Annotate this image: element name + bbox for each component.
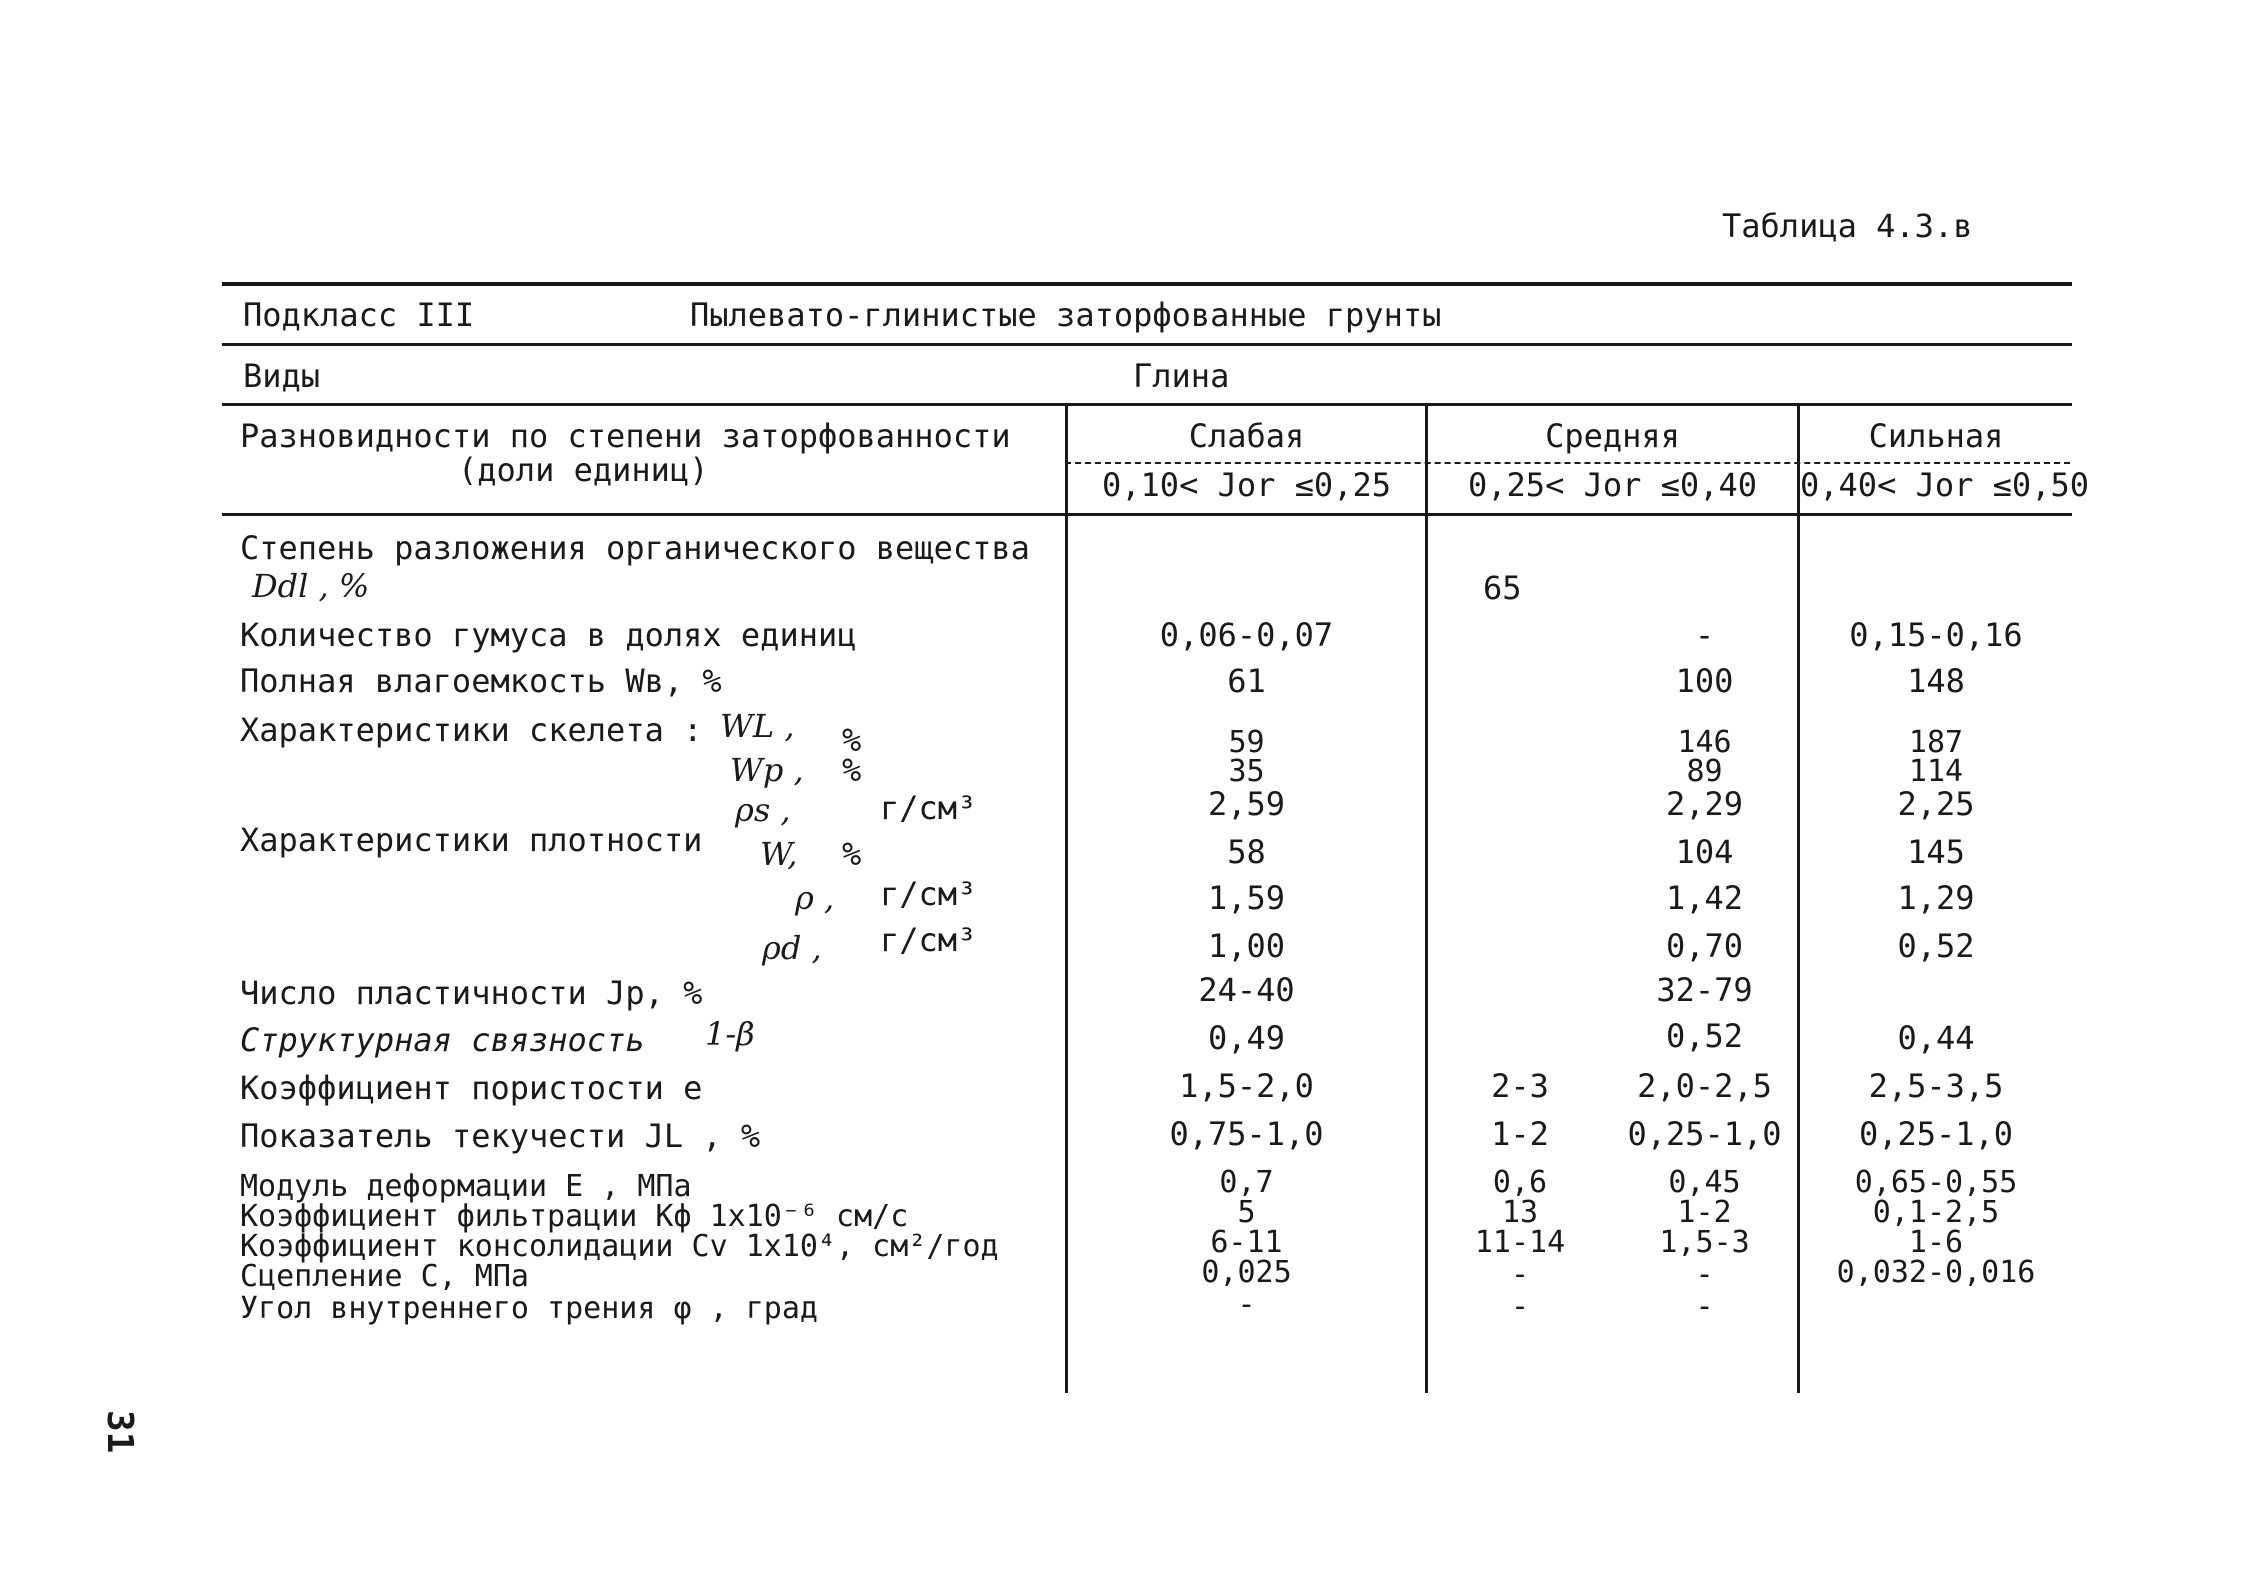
subclass-label: Подкласс III — [243, 296, 475, 334]
row-ps-medium: 2,29 — [1665, 785, 1744, 823]
col-weak-name: Слабая — [1188, 417, 1305, 455]
row-modulus-weak: 0,7 — [1219, 1165, 1274, 1200]
row-friction-label: Угол внутреннего трения φ , град — [240, 1291, 818, 1326]
row-consolidation-medium-b: 1,5-3 — [1659, 1225, 1750, 1260]
row-liquidity-label: Показатель текучести JL , % — [240, 1117, 761, 1155]
col-medium-range: 0,25< Jor ≤0,40 — [1468, 466, 1757, 504]
row-pd-weak: 1,00 — [1207, 927, 1286, 965]
row-humus-label: Количество гумуса в долях единиц — [240, 616, 857, 654]
row-cohesion-medium-a: - — [1510, 1257, 1530, 1292]
row-porosity-medium-a: 2-3 — [1491, 1067, 1549, 1105]
row-friction-medium-a: - — [1510, 1289, 1530, 1324]
row-ps-unit: г/см³ — [880, 789, 977, 827]
rule-subclass — [222, 343, 2072, 346]
row-p-medium: 1,42 — [1665, 879, 1744, 917]
rule-range-dashed — [1065, 462, 2070, 464]
row-filtration-weak: 5 — [1237, 1195, 1256, 1230]
row-p-weak: 1,59 — [1207, 879, 1286, 917]
row-wl-weak: 59 — [1228, 725, 1265, 760]
row-decomp-symbol: Ddl , % — [252, 567, 370, 605]
row-filtration-medium-a: 13 — [1501, 1195, 1539, 1230]
rule-header — [222, 513, 2072, 516]
row-wl-strong: 187 — [1908, 725, 1964, 760]
row-friction-weak: - — [1237, 1287, 1256, 1322]
row-w-unit: % — [842, 835, 862, 873]
row-moisture-strong: 148 — [1907, 662, 1965, 700]
row-liquidity-medium-a: 1-2 — [1491, 1115, 1549, 1153]
row-filtration-medium-b: 1-2 — [1677, 1195, 1732, 1230]
row-humus-strong: 0,15-0,16 — [1849, 616, 2023, 654]
row-porosity-weak: 1,5-2,0 — [1179, 1067, 1314, 1105]
row-wp-unit: % — [842, 751, 862, 789]
row-moisture-weak: 61 — [1227, 662, 1266, 700]
varieties-header-2: (доли единиц) — [458, 451, 709, 489]
row-pd-unit: г/см³ — [880, 921, 977, 959]
varieties-header: Разновидности по степени заторфованности — [240, 417, 1011, 455]
row-liquidity-medium-b: 0,25-1,0 — [1627, 1115, 1782, 1153]
row-structural-strong: 0,44 — [1897, 1019, 1975, 1057]
row-pd-strong: 0,52 — [1897, 927, 1975, 965]
row-plasticity-medium: 32-79 — [1656, 971, 1753, 1009]
row-p-symbol: ρ , — [795, 879, 835, 917]
row-cohesion-label: Сцепление C, МПа — [240, 1259, 529, 1294]
row-humus-medium: - — [1694, 616, 1715, 654]
row-wp-medium: 89 — [1686, 754, 1723, 789]
row-wl-medium: 146 — [1677, 725, 1732, 760]
col-strong-name: Сильная — [1868, 417, 2004, 455]
row-liquidity-strong: 0,25-1,0 — [1858, 1115, 2014, 1153]
row-moisture-label: Полная влагоемкость Wв, % — [240, 662, 722, 700]
row-plasticity-weak: 24-40 — [1198, 971, 1295, 1009]
col-weak-range: 0,10< Jor ≤0,25 — [1102, 466, 1391, 504]
row-consolidation-weak: 6-11 — [1210, 1225, 1283, 1260]
row-friction-medium-b: - — [1695, 1289, 1714, 1324]
row-pd-symbol: ρd , — [762, 929, 822, 967]
col-strong-range: 0,40< Jor ≤0,50 — [1800, 466, 2089, 504]
row-pd-medium: 0,70 — [1665, 927, 1744, 965]
row-cohesion-medium-b: - — [1695, 1257, 1714, 1292]
row-filtration-strong: 0,1-2,5 — [1872, 1195, 2000, 1230]
row-w-symbol: W, — [760, 835, 798, 873]
row-porosity-label: Коэффициент пористости e — [240, 1069, 703, 1107]
row-ps-weak: 2,59 — [1207, 785, 1286, 823]
rule-top — [222, 282, 2072, 286]
row-modulus-medium-b: 0,45 — [1668, 1165, 1741, 1200]
row-decomp-label: Степень разложения органического вещества — [240, 529, 1030, 567]
rule-types — [222, 403, 2072, 406]
row-moisture-medium: 100 — [1675, 662, 1734, 700]
row-consolidation-label: Коэффициент консолидации Cv 1x10⁴, см²/год — [240, 1229, 999, 1264]
row-p-strong: 1,29 — [1897, 879, 1975, 917]
row-decomp-medium: 65 — [1483, 569, 1522, 607]
row-consolidation-strong: 1-6 — [1908, 1225, 1964, 1260]
row-modulus-label: Модуль деформации E , МПа — [240, 1169, 692, 1204]
row-structural-symbol: 1-β — [705, 1015, 755, 1053]
types-label: Виды — [243, 357, 321, 395]
row-w-weak: 58 — [1227, 833, 1266, 871]
row-filtration-label: Коэффициент фильтрации Kф 1x10⁻⁶ см/с — [240, 1199, 909, 1234]
row-structural-medium: 0,52 — [1665, 1017, 1744, 1055]
row-wl-unit: % — [842, 721, 862, 759]
type-value: Глина — [1133, 357, 1230, 395]
page-number: 31 — [99, 1410, 140, 1454]
row-porosity-strong: 2,5-3,5 — [1868, 1067, 2004, 1105]
row-cohesion-strong: 0,032-0,016 — [1836, 1255, 2036, 1290]
row-cohesion-weak: 0,025 — [1201, 1255, 1292, 1290]
row-structural-weak: 0,49 — [1207, 1019, 1286, 1057]
row-wp-weak: 35 — [1228, 754, 1265, 789]
row-w-strong: 145 — [1907, 833, 1965, 871]
row-wl-symbol: WL , — [720, 707, 795, 745]
row-liquidity-weak: 0,75-1,0 — [1169, 1115, 1324, 1153]
row-modulus-strong: 0,65-0,55 — [1854, 1165, 2018, 1200]
row-porosity-medium-b: 2,0-2,5 — [1637, 1067, 1772, 1105]
col-medium-name: Средняя — [1545, 417, 1680, 455]
row-ps-symbol: ρs , — [735, 791, 791, 829]
subclass-title: Пылевато-глинистые заторфованные грунты — [690, 296, 1442, 334]
row-structural-label: Структурная связность — [240, 1021, 645, 1059]
row-modulus-medium-a: 0,6 — [1492, 1165, 1548, 1200]
row-w-medium: 104 — [1675, 833, 1734, 871]
row-density-label: Характеристики плотности — [240, 821, 703, 859]
row-consolidation-medium-a: 11-14 — [1474, 1225, 1566, 1260]
row-wp-symbol: Wp , — [730, 751, 804, 789]
row-p-unit: г/см³ — [880, 875, 977, 913]
row-skeleton-label: Характеристики скелета : — [240, 711, 703, 749]
row-plasticity-label: Число пластичности Jp, % — [240, 974, 703, 1012]
row-wp-strong: 114 — [1908, 754, 1964, 789]
row-humus-weak: 0,06-0,07 — [1159, 616, 1334, 654]
row-ps-strong: 2,25 — [1897, 785, 1975, 823]
table-caption: Таблица 4.3.в — [1722, 207, 1973, 245]
